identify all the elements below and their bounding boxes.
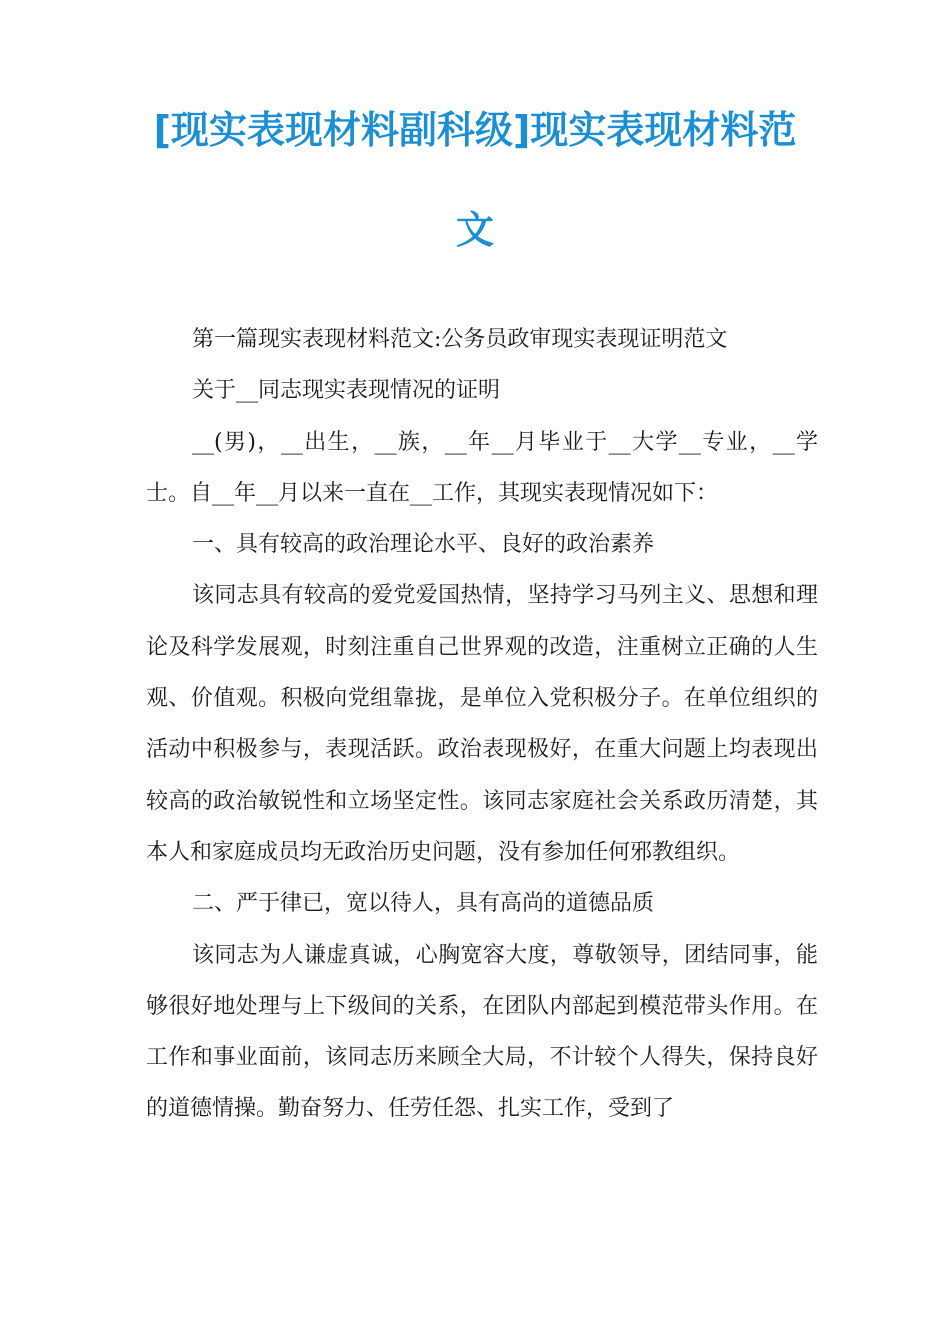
paragraph-moral-quality: 该同志为人谦虚真诚，心胸宽容大度，尊敬领导，团结同事，能够很好地处理与上下级间的关系，在团队内部起到模范带头作用。在工作和事业面前，该同志历来顾全大局，不计较个人得失，保持良好的道德情操。勤奋努力、任劳任怨、扎实工作，受到了 [146, 942, 818, 1122]
document-body [146, 314, 818, 1135]
section-heading-2: 二、严于律已，宽以待人，具有高尚的道德品质 [192, 891, 655, 917]
document-title-line-2: 文 [455, 208, 494, 252]
paragraph-political-quality: 该同志具有较高的爱党爱国热情，坚持学习马列主义、思想和理论及科学发展观，时刻注重自己世界观的改造，注重树立正确的人生观、价值观。积极向党组靠拢，是单位入党积极分子。在单位组织的活动中积极参与，表现活跃。政治表现极好，在重大问题上均表现出较高的政治敏锐性和立场坚定性。该同志家庭社会关系政历清楚，其本人和家庭成员均无政治历史问题，没有参加任何邪教组织。 [146, 583, 818, 865]
document-title-line-1: [现实表现材料副科级]现实表现材料范 [153, 108, 797, 152]
paragraph-certificate-title: 关于__同志现实表现情况的证明 [192, 378, 501, 404]
paragraph-personal-info: __(男)，__出生，__族，__年__月毕业于__大学__专业，__学士。自__年__月以来一直在__工作，其现实表现情况如下： [146, 429, 818, 506]
paragraph-article-heading: 第一篇现实表现材料范文:公务员政审现实表现证明范文 [192, 327, 728, 352]
section-heading-1: 一、具有较高的政治理论水平、良好的政治素养 [192, 532, 655, 558]
